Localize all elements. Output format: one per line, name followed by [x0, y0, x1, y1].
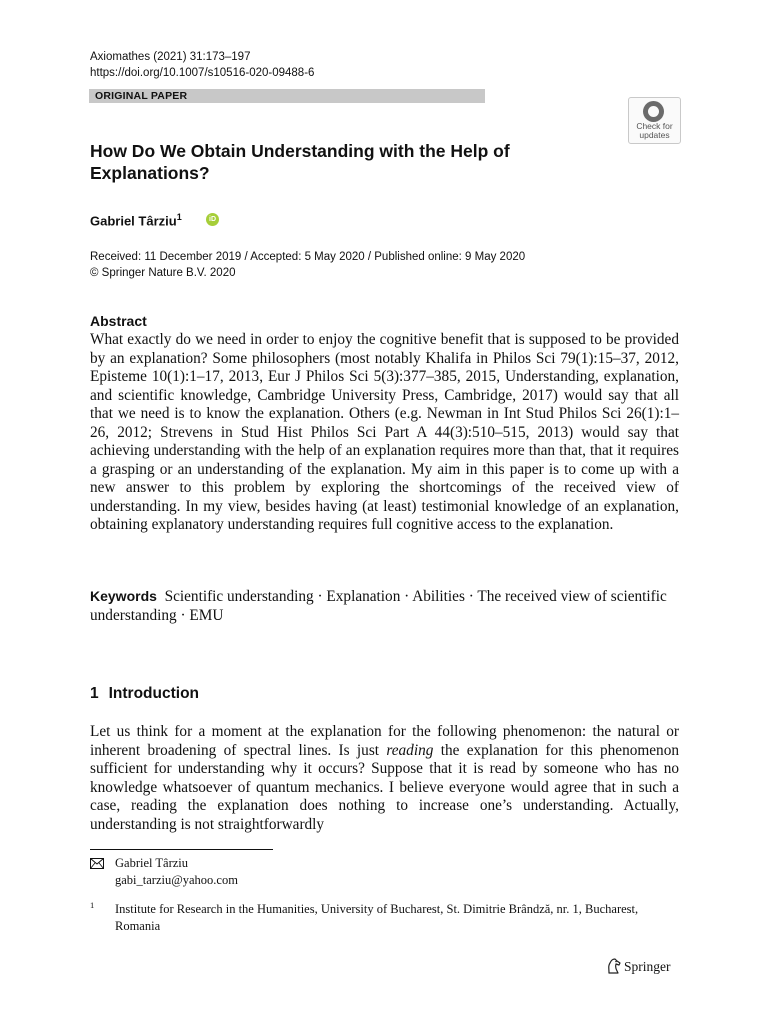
springer-horse-icon	[606, 958, 621, 980]
contact-email[interactable]: gabi_tarziu@yahoo.com	[115, 873, 238, 887]
check-for-updates-icon[interactable]	[628, 97, 681, 144]
keywords-list: Scientific understanding · Explanation · Abilities · The received view of scientific understanding · EMU	[90, 588, 667, 624]
article-dates	[90, 249, 525, 281]
orcid-icon[interactable]: iD	[206, 213, 219, 226]
section-title: Introduction	[108, 685, 200, 702]
contact-name: Gabriel Târziu	[115, 856, 188, 870]
article-title: How Do We Obtain Understanding with the Help of Explanations?	[90, 141, 510, 183]
abstract-heading: Abstract	[90, 313, 147, 329]
keywords-heading: Keywords	[90, 588, 157, 604]
author-name[interactable]: Gabriel Târziu	[90, 213, 177, 229]
badge-text: Check for updates	[636, 121, 673, 140]
publisher-name: Springer	[624, 959, 671, 974]
intro-paragraph: Let us think for a moment at the explanation for the following phenomenon: the natural or inherent broadening of spectral lines. Is just reading the explanation for this phenomenon sufficient for understanding why it occurs? Suppose that it is read by someone who has no knowledge whatsoever of quantum mechanics. I believe everyone would agree that in such a case, reading the explanation does nothing to increase one’s understanding. Actually, understanding is not straightforwardly	[90, 723, 680, 833]
history-dates: Received: 11 December 2019 / Accepted: 5 May 2020 / Published online: 9 May 2020	[90, 251, 526, 263]
copyright: © Springer Nature B.V. 2020	[90, 267, 236, 279]
doi-link[interactable]: https://doi.org/10.1007/s10516-020-09488-6	[90, 67, 315, 79]
affiliation-text: Institute for Research in the Humanities, University of Bucharest, St. Dimitrie Brândză, nr. 1, Bucharest, Romania	[115, 902, 639, 933]
corresponding-author	[115, 855, 238, 889]
section-number: 1	[90, 685, 99, 702]
section-heading	[90, 684, 199, 704]
author-affiliation-mark: 1	[176, 212, 182, 222]
affiliation-mark: 1	[90, 900, 95, 910]
abstract-text: What exactly do we need in order to enjoy the cognitive benefit that is supposed to be provided by an explanation? Some philosophers (most notably Khalifa in Philos Sci 79(1):15–37, 2012, Episteme 10(1):1–17, 2013, Eur J Philos Sci 5(3):377–385, 2015, Understanding, explanation, and scientific knowledge, Cambridge University Press, Cambridge, 2017) would say that all that we need is to know the explanation. Others (e.g. Newman in Int Stud Philos Sci 26(1):1–26, 2012; Strevens in Stud Hist Philos Sci Part A 44(3):510–515, 2013) would say that achieving understanding with the help of an explanation requires more than that, that it requires a grasping or an understanding of the explanation. My aim in this paper is to come up with a new answer to this problem by exploring the shortcomings of the received view of understanding. In my view, besides having (at least) testimonial knowledge of an explanation, obtaining explanatory understanding requires full cognitive access to the explanation.	[90, 331, 679, 533]
paper-type-label: ORIGINAL PAPER	[95, 90, 188, 102]
journal-info	[90, 49, 314, 81]
emphasis-reading: reading	[386, 741, 434, 759]
envelope-icon	[90, 858, 104, 872]
badge-ring	[643, 101, 664, 122]
publisher-logo	[606, 957, 671, 980]
keywords	[90, 587, 679, 625]
author-line	[90, 207, 182, 231]
footnote-divider	[90, 849, 273, 850]
journal-citation: Axiomathes (2021) 31:173–197	[90, 51, 251, 63]
